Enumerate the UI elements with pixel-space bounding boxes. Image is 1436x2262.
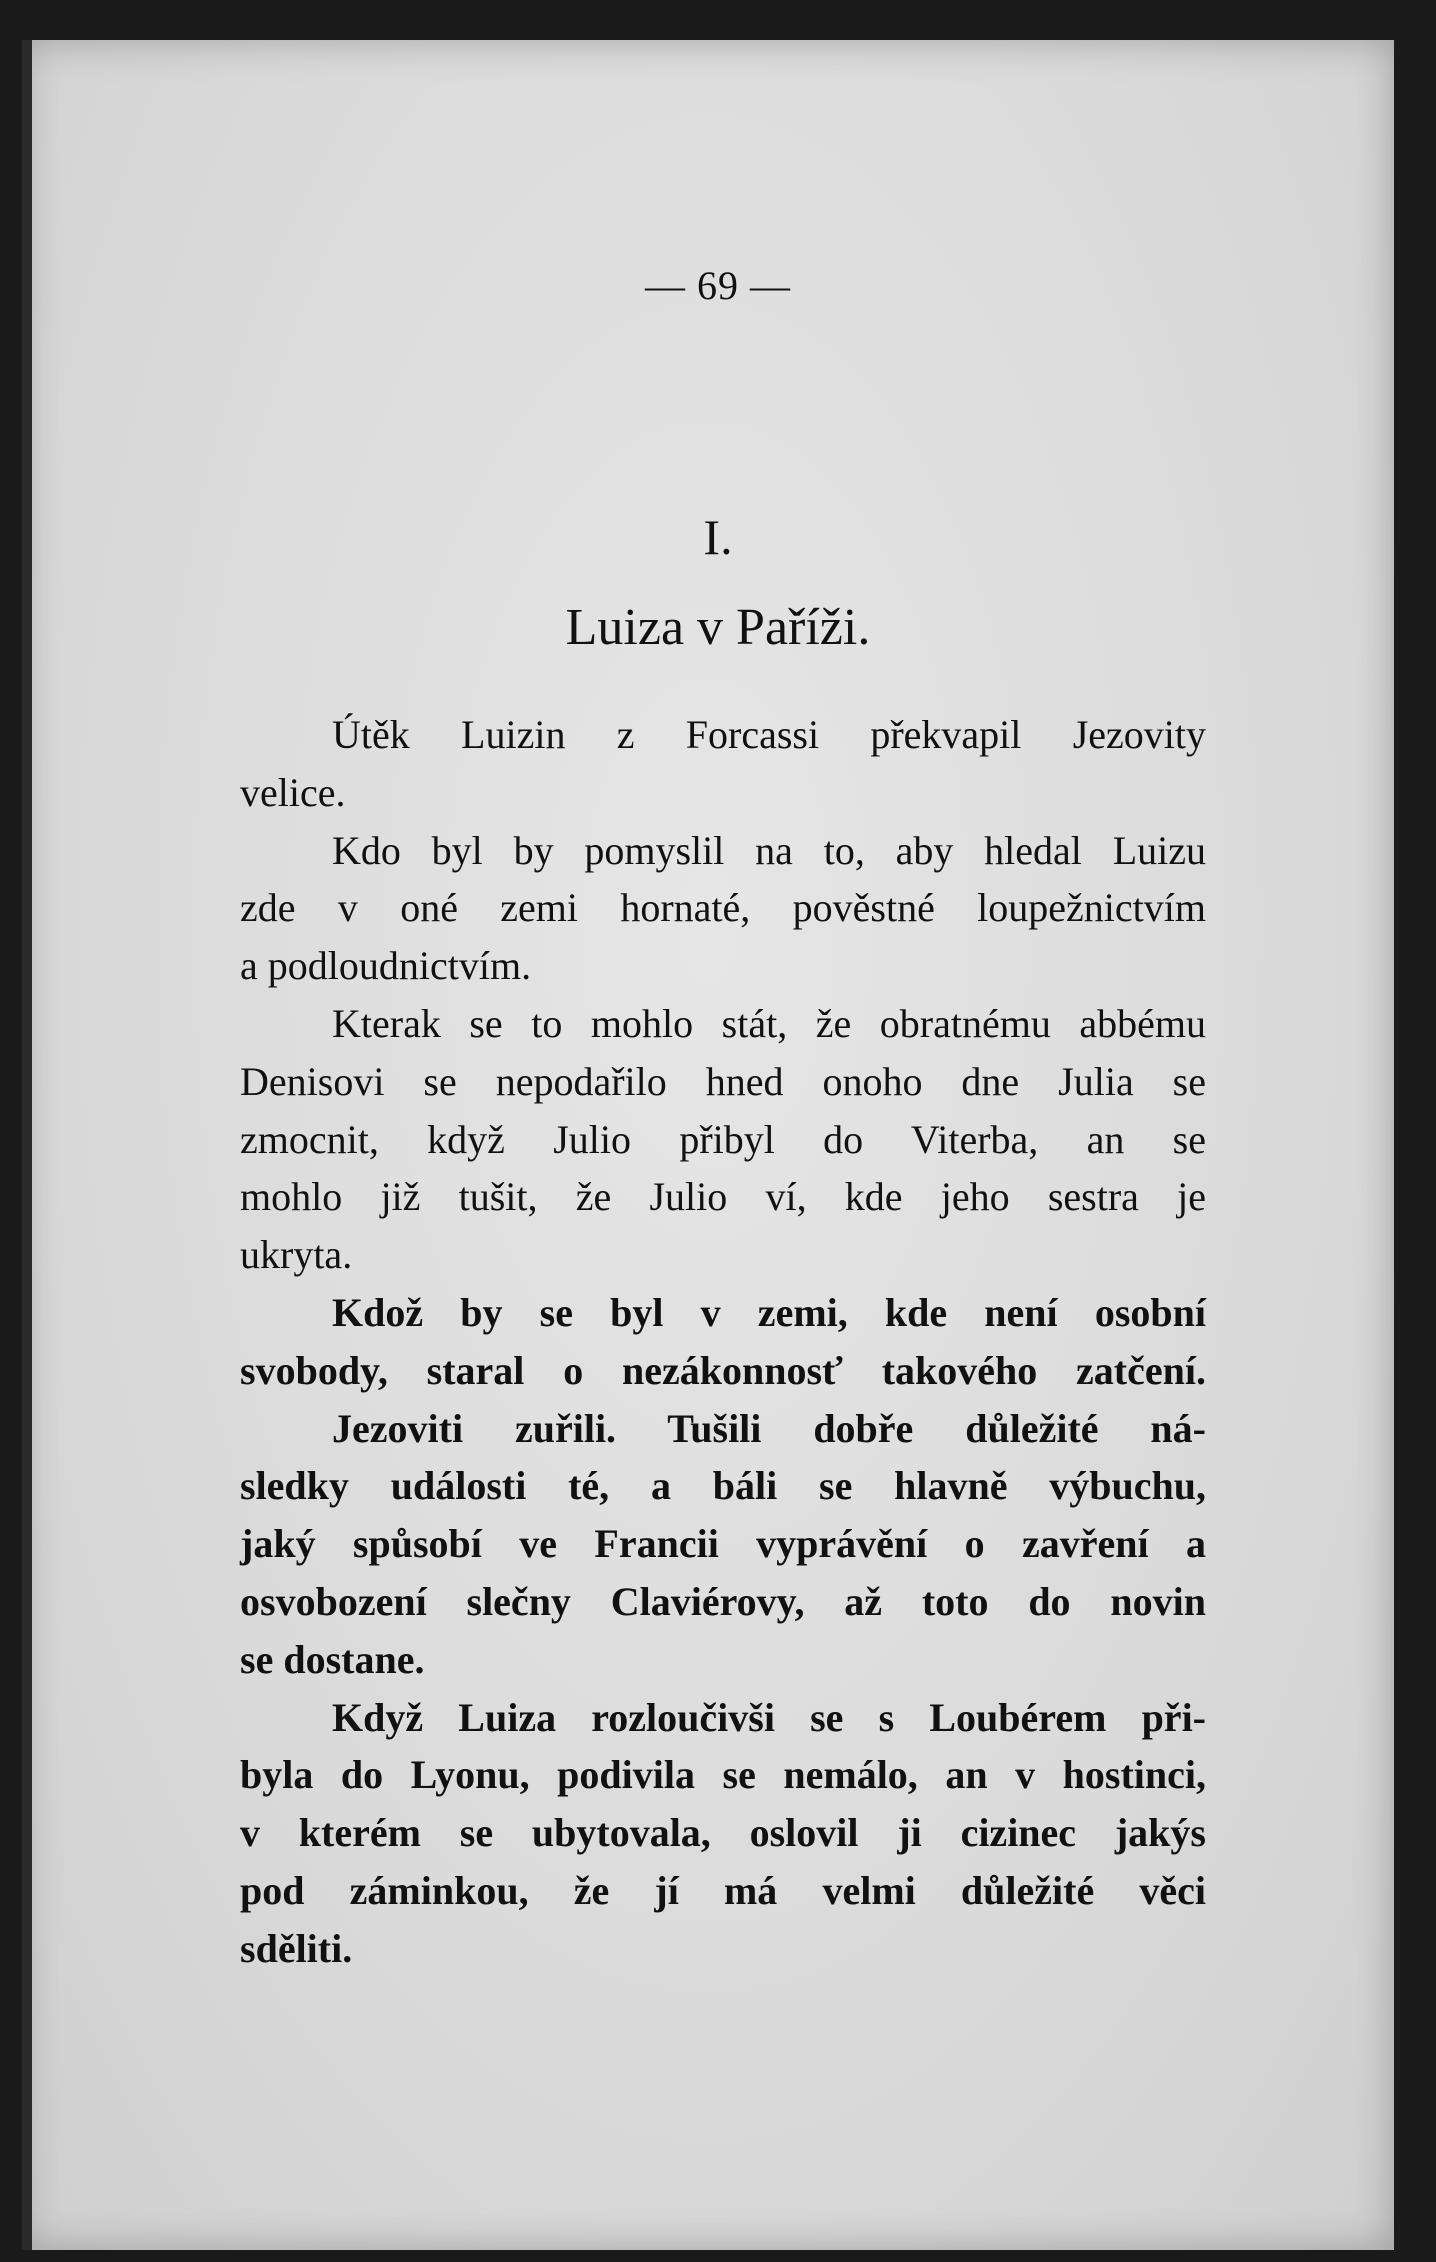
chapter-number: I. xyxy=(703,509,733,565)
text-line: Kterak se to mohlo stát, že obratnému abbému xyxy=(332,1000,1206,1046)
text-line: Jezoviti zuřili. Tušili dobře důležité ná- xyxy=(332,1405,1206,1451)
text-line: osvobození slečny Claviérovy, až toto do novin xyxy=(240,1578,1206,1624)
text-line: svobody, staral o nezákonnosť takového zatčení. xyxy=(240,1347,1206,1393)
text-line: sledky události té, a báli se hlavně výbuchu, xyxy=(240,1463,1206,1509)
body-text xyxy=(240,706,1206,1978)
text-line: zde v oné zemi hornaté, pověstné loupežnictvím xyxy=(240,885,1206,931)
page-number: — 69 — xyxy=(645,263,791,308)
text-line: a podloudnictvím. xyxy=(240,943,532,989)
text-line: mohlo již tušit, že Julio ví, kde jeho sestra je xyxy=(240,1174,1206,1220)
text-line: zmocnit, když Julio přibyl do Viterba, an se xyxy=(240,1116,1206,1162)
text-line: velice. xyxy=(240,769,346,815)
text-line: byla do Lyonu, podivila se nemálo, an v hostinci, xyxy=(240,1752,1206,1798)
page-binding-edge xyxy=(22,40,32,2250)
text-line: Kdo byl by pomyslil na to, aby hledal Luizu xyxy=(332,827,1206,873)
text-line: Když Luiza rozloučivši se s Loubérem při- xyxy=(332,1694,1206,1740)
text-line: ukryta. xyxy=(240,1232,353,1278)
text-line: Útěk Luizin z Forcassi překvapil Jezovity xyxy=(332,712,1206,757)
text-line: Denisovi se nepodařilo hned onoho dne Julia se xyxy=(240,1058,1206,1104)
text-line: jaký spůsobí ve Francii vyprávění o zavření a xyxy=(240,1521,1206,1567)
text-line: v kterém se ubytovala, oslovil ji cizinec jakýs xyxy=(240,1810,1206,1856)
text-line: Kdož by se byl v zemi, kde není osobní xyxy=(332,1289,1206,1335)
chapter-title: Luiza v Paříži. xyxy=(565,599,871,656)
text-line: sděliti. xyxy=(240,1925,353,1971)
text-line: pod záminkou, že jí má velmi důležité věci xyxy=(240,1867,1206,1913)
text-line: se dostane. xyxy=(240,1636,425,1682)
